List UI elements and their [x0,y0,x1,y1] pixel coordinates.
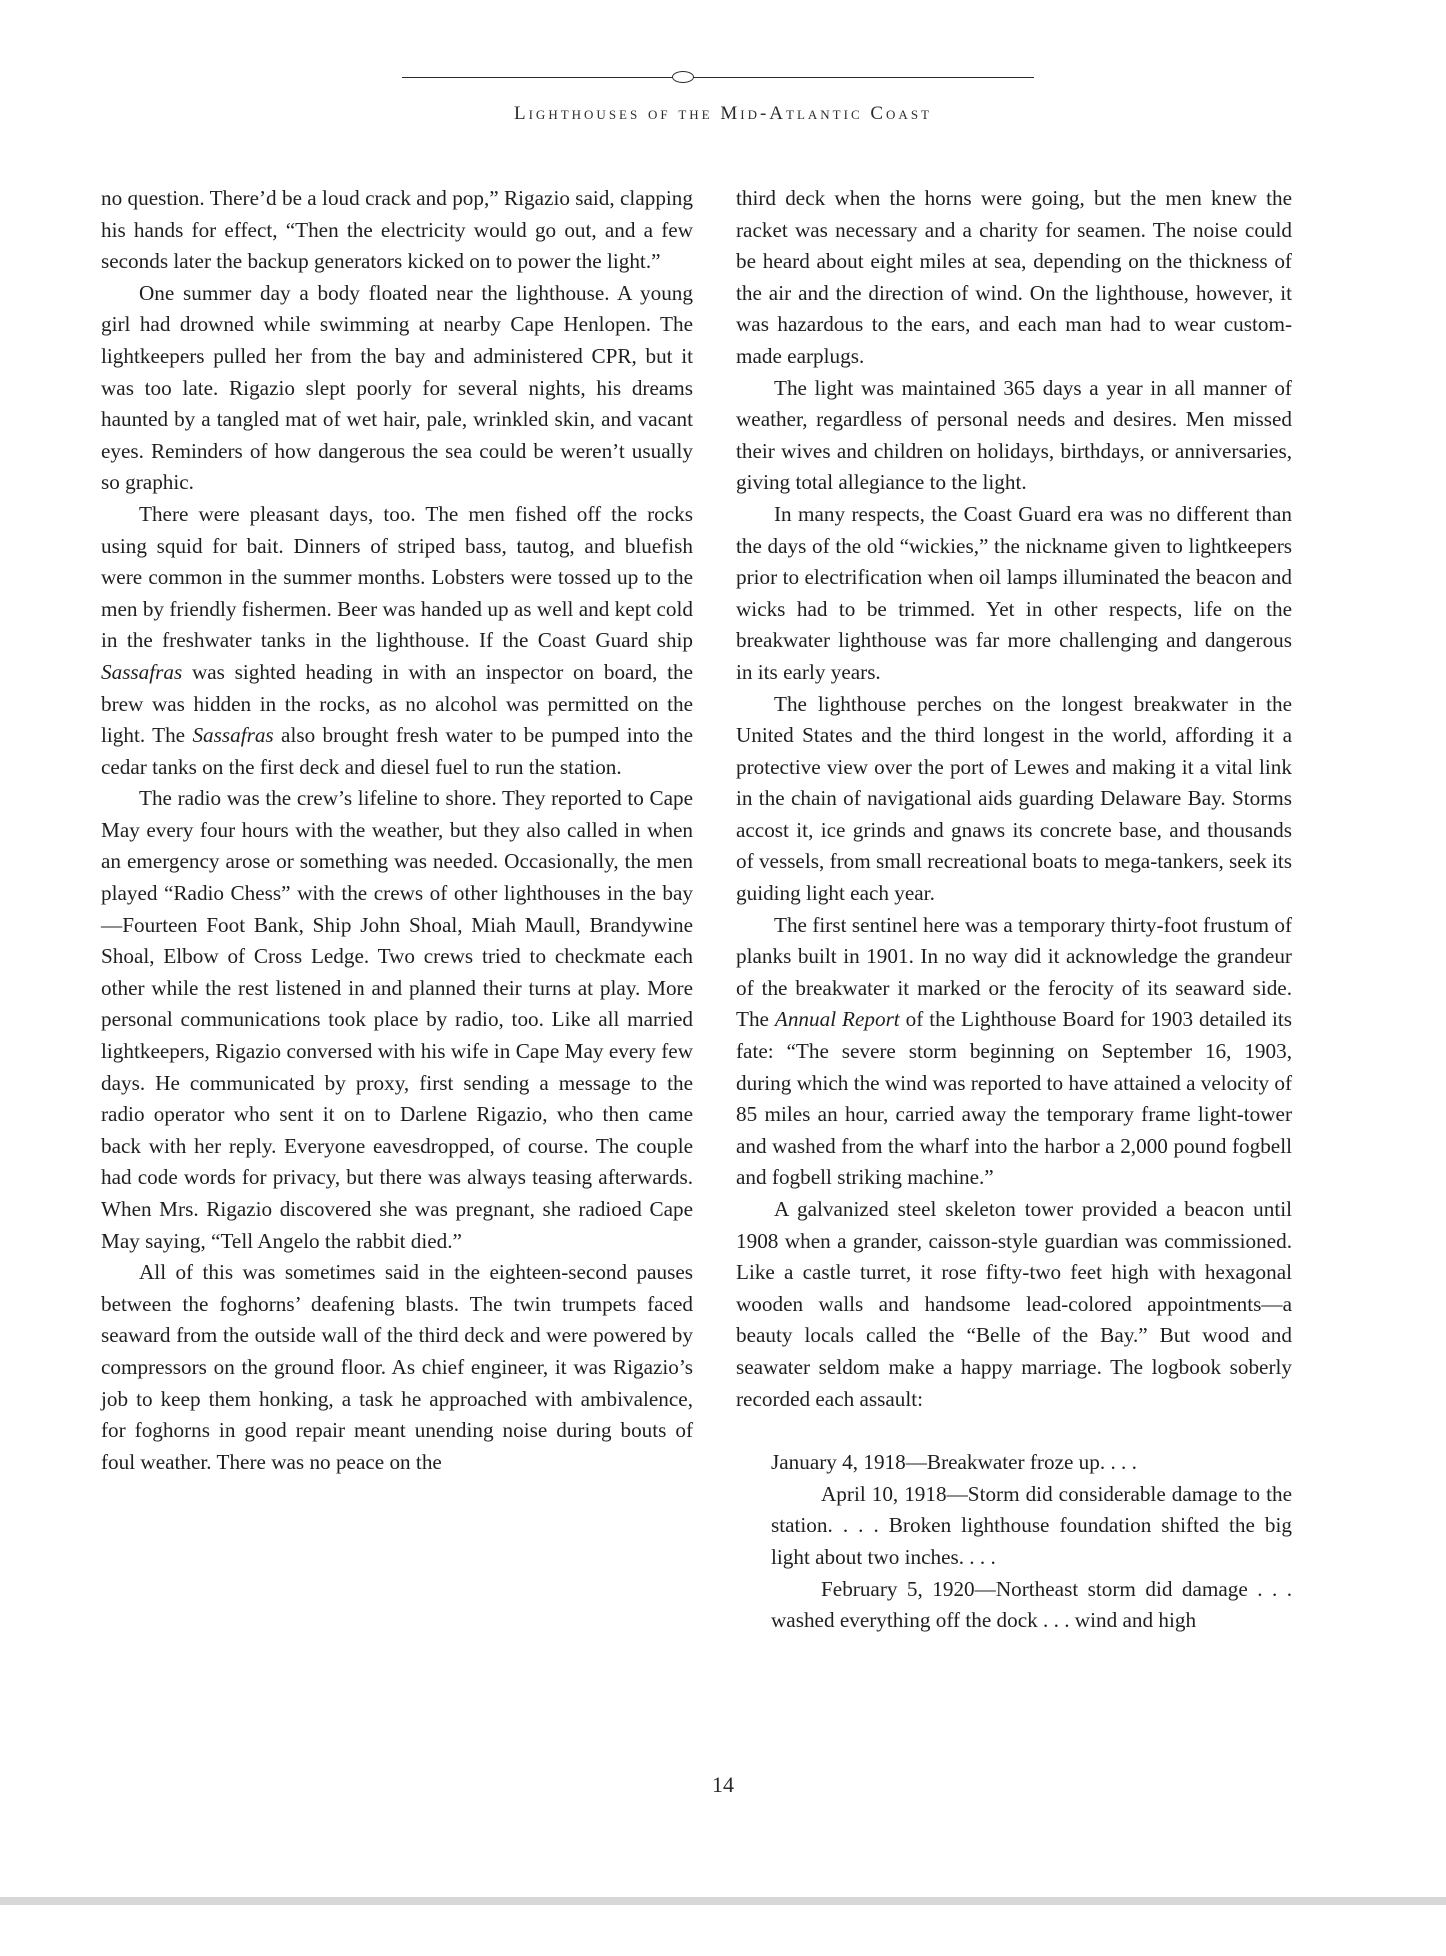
paragraph-text: The first sentinel here was a temporary thirty-foot frustum of planks built in 1901. In no way did it acknowledge the grandeur of the breakwater it marked or the ferocity of its seaward side. The [736,912,1292,1032]
paragraph-text: was sighted heading in with an inspector on board, the brew was hidden in the rocks, as no alcohol was permitted on the light. The [101,659,693,748]
paragraph: The lighthouse perches on the longest breakwater in the United States and the third longest in the world, affording it a protective view over the port of Lewes and making it a vital link in the chain of navigational aids guarding Delaware Bay. Storms accost it, ice grinds and gnaws its concrete base, and thousands of vessels, from small recreational boats to mega-tankers, seek its guiding light each year. [736,691,1292,906]
right-column [736,183,1292,1637]
ship-name: Sassafras [192,723,274,748]
logbook-excerpt [771,1447,1292,1637]
paragraph: One summer day a body floated near the lighthouse. A young girl had drowned while swimming at nearby Cape Henlopen. The lightkeepers pulled her from the bay and administered CPR, but it was too late. Rigazio slept poorly for several nights, his dreams haunted by a tangled mat of wet hair, pale, wrinkled skin, and vacant eyes. Reminders of how dangerous the sea could be weren’t usually so graphic. [101,280,693,495]
left-column [101,183,693,1478]
report-title: Annual Report [774,1007,900,1032]
page-number: 14 [712,1772,734,1797]
log-entry: April 10, 1918—Storm did considerable damage to the station. . . . Broken lighthouse foundation shifted the big light about two inches. . . . [771,1481,1292,1569]
header-ornament [672,71,694,83]
paragraph-text: also brought fresh water to be pumped into the cedar tanks on the first deck and diesel fuel to run the station. [101,723,694,779]
running-head: Lighthouses of the Mid-Atlantic Coast [514,103,932,124]
header-rule [402,77,1034,78]
paragraph: third deck when the horns were going, but the men knew the racket was necessary and a charity for seamen. The noise could be heard about eight miles at sea, depending on the thickness of the air and the direction of wind. On the lighthouse, however, it was hazardous to the ears, and each man had to wear custom-made earplugs. [736,186,1292,368]
footer-bar [0,1897,1446,1905]
paragraph [736,910,1292,1194]
paragraph: no question. There’d be a loud crack and pop,” Rigazio said, clapping his hands for effect, “Then the electricity would go out, and a few seconds later the backup generators kicked on to power the light.” [101,186,693,274]
paragraph: The light was maintained 365 days a year in all manner of weather, regardless of personal needs and desires. Men missed their wives and children on holidays, birthdays, or anniversaries, giving total allegiance to the light. [736,375,1292,495]
paragraph: In many respects, the Coast Guard era was no different than the days of the old “wickies,” the nickname given to lightkeepers prior to electrification when oil lamps illuminated the beacon and wicks had to be trimmed. Yet in other respects, life on the breakwater lighthouse was far more challenging and dangerous in its early years. [736,501,1292,684]
paragraph: The radio was the crew’s lifeline to shore. They reported to Cape May every four hours with the weather, but they also called in when an emergency arose or something was needed. Occasionally, the men played “Radio Chess” with the crews of other lighthouses in the bay—Fourteen Foot Bank, Ship John Shoal, Miah Maull, Brandywine Shoal, Elbow of Cross Ledge. Two crews tried to checkmate each other while the rest listened in and planned their turns at play. More personal communications took place by radio, too. Like all married lightkeepers, Rigazio conversed with his wife in Cape May every few days. He communicated by proxy, first sending a message to the radio operator who sent it on to Darlene Rigazio, who then came back with her reply. Everyone eavesdropped, of course. The couple had code words for privacy, but there was always teasing afterwards. When Mrs. Rigazio discovered she was pregnant, she radioed Cape May saying, “Tell Angelo the rabbit died.” [101,786,693,1253]
paragraph [101,499,693,783]
log-entry: January 4, 1918—Breakwater froze up. . . . [771,1450,1137,1475]
paragraph-text: There were pleasant days, too. The men fished off the rocks using squid for bait. Dinners of striped bass, tautog, and bluefish were common in the summer months. Lobsters were tossed up to the men by friendly fishermen. Beer was handed up as well and kept cold in the freshwater tanks in the lighthouse. If the Coast Guard ship [101,501,693,653]
paragraph: A galvanized steel skeleton tower provided a beacon until 1908 when a grander, caisson-style guardian was commissioned. Like a castle turret, it rose fifty-two feet high with hexagonal wooden walls and handsome lead-colored appointments—a beauty locals called the “Belle of the Bay.” But wood and seawater seldom make a happy marriage. The logbook soberly recorded each assault: [736,1197,1292,1411]
paragraph: All of this was sometimes said in the eighteen-second pauses between the foghorns’ deafening blasts. The twin trumpets faced seaward from the outside wall of the third deck and were powered by compressors on the ground floor. As chief engineer, it was Rigazio’s job to keep them honking, a task he approached with ambivalence, for foghorns in good repair meant unending noise during bouts of foul weather. There was no peace on the [101,1260,693,1474]
paragraph-text: of the Lighthouse Board for 1903 detailed its fate: “The severe storm beginning on September 16, 1903, during which the wind was reported to have attained a velocity of 85 miles an hour, carried away the temporary frame light-tower and washed from the wharf into the harbor a 2,000 pound fogbell and fogbell striking machine.” [736,1007,1292,1190]
ship-name: Sassafras [101,659,183,684]
log-entry: February 5, 1920—Northeast storm did damage . . . washed everything off the dock . . . wind and high [771,1576,1292,1633]
